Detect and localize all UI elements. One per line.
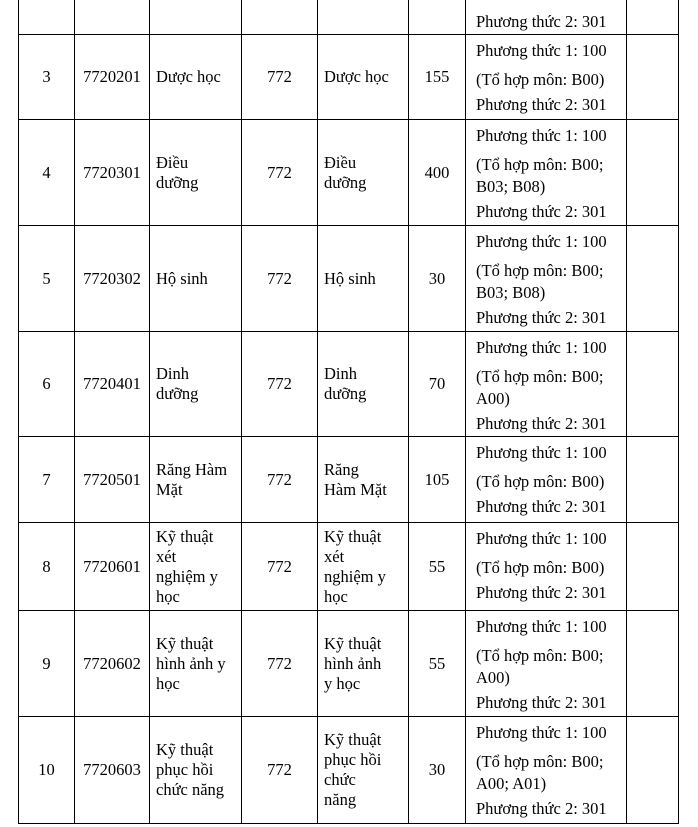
table-row xyxy=(19,120,679,226)
table-row-top xyxy=(19,0,679,35)
group-name-line: Kỹ thuật xyxy=(324,633,382,653)
subject-combo-text: A00; A01) xyxy=(476,774,547,793)
subject-combo-text: A00) xyxy=(476,389,510,408)
quota-cell: 400 xyxy=(409,120,466,226)
group-name-line: học xyxy=(324,586,348,606)
group-name-line: Hộ sinh xyxy=(324,268,376,288)
admission-method-cell xyxy=(466,332,627,437)
group-name-line: Điều xyxy=(324,152,357,172)
group-name-cell xyxy=(318,611,409,717)
group-name-cell xyxy=(318,35,409,120)
group-name-line: năng xyxy=(324,790,357,809)
quota-cell: 30 xyxy=(409,717,466,824)
quota-cell: 30 xyxy=(409,226,466,332)
major-name-line: Mặt xyxy=(156,479,183,499)
quota-cell: 55 xyxy=(409,523,466,611)
major-name-line: nghiệm y xyxy=(156,566,218,586)
quota-cell: 70 xyxy=(409,332,466,437)
group-name-line: hình ảnh xyxy=(324,653,382,673)
major-code-cell: 7720401 xyxy=(75,332,150,437)
subject-combo-text: (Tổ hợp môn: B00; xyxy=(476,752,604,771)
quota-cell: 105 xyxy=(409,437,466,523)
method1-text: Phương thức 1: 100 xyxy=(476,723,607,742)
major-name-cell xyxy=(150,611,242,717)
extra-cell xyxy=(627,120,679,226)
major-name-line: Kỹ thuật xyxy=(156,740,214,759)
method2-text: Phương thức 2: 301 xyxy=(476,12,607,31)
major-name-line: dưỡng xyxy=(156,384,199,403)
quota-cell: 55 xyxy=(409,611,466,717)
group-code-cell: 772 xyxy=(242,611,318,717)
table-row xyxy=(19,611,679,717)
subject-combo-text: (Tổ hợp môn: B00) xyxy=(476,472,605,491)
stt-cell: 7 xyxy=(19,437,75,523)
group-code-cell: 772 xyxy=(242,226,318,332)
stt-cell: 9 xyxy=(19,611,75,717)
major-name-line: học xyxy=(156,586,180,606)
major-code-cell: 7720201 xyxy=(75,35,150,120)
method2-text: Phương thức 2: 301 xyxy=(476,308,607,327)
subject-combo-text: (Tổ hợp môn: B00; xyxy=(476,261,604,280)
method2-text: Phương thức 2: 301 xyxy=(476,414,607,433)
major-code-cell: 7720601 xyxy=(75,523,150,611)
group-name-line: xét xyxy=(324,546,345,566)
group-name-line: Hàm Mặt xyxy=(324,479,387,499)
group-code-cell: 772 xyxy=(242,523,318,611)
group-name-cell xyxy=(318,437,409,523)
group-code-cell: 772 xyxy=(242,717,318,824)
method2-text: Phương thức 2: 301 xyxy=(476,497,607,516)
subject-combo-text: (Tổ hợp môn: B00; xyxy=(476,367,604,386)
table-row xyxy=(19,226,679,332)
group-name-line: Dinh xyxy=(324,364,357,383)
method1-text: Phương thức 1: 100 xyxy=(476,41,607,60)
table-row xyxy=(19,717,679,824)
group-code-cell: 772 xyxy=(242,120,318,226)
group-name-line: Kỹ thuật xyxy=(324,730,382,749)
group-name-cell xyxy=(318,120,409,226)
group-name-line: chức xyxy=(324,770,356,789)
method2-text: Phương thức 2: 301 xyxy=(476,95,607,114)
extra-cell xyxy=(627,35,679,120)
group-name-cell xyxy=(318,332,409,437)
admission-method-cell xyxy=(466,523,627,611)
major-name-line: Điều xyxy=(156,152,189,172)
method1-text: Phương thức 1: 100 xyxy=(476,529,607,548)
stt-cell: 6 xyxy=(19,332,75,437)
major-name-line: Hộ sinh xyxy=(156,268,208,288)
method2-text: Phương thức 2: 301 xyxy=(476,799,607,818)
major-name-line: Kỹ thuật xyxy=(156,526,214,546)
admission-method-cell xyxy=(466,717,627,824)
subject-combo-text: (Tổ hợp môn: B00) xyxy=(476,558,605,577)
admission-method-cell xyxy=(466,226,627,332)
group-name-line: Dược học xyxy=(324,67,389,86)
admission-table xyxy=(18,0,679,824)
major-code-cell: 7720501 xyxy=(75,437,150,523)
group-name-line: nghiệm y xyxy=(324,566,386,586)
major-code-cell: 7720301 xyxy=(75,120,150,226)
subject-combo-text: B03; B08) xyxy=(476,177,546,196)
major-name-line: học xyxy=(156,673,180,693)
admission-method-cell xyxy=(466,120,627,226)
group-name-cell xyxy=(318,226,409,332)
table-row xyxy=(19,437,679,523)
group-name-line: dưỡng xyxy=(324,384,367,403)
major-name-line: chức năng xyxy=(156,780,225,799)
major-name-line: phục hồi xyxy=(156,760,214,779)
major-name-line: xét xyxy=(156,546,177,566)
subject-combo-text: (Tổ hợp môn: B00; xyxy=(476,646,604,665)
group-code-cell: 772 xyxy=(242,35,318,120)
major-name-cell xyxy=(150,226,242,332)
subject-combo-text: (Tổ hợp môn: B00) xyxy=(476,70,605,89)
major-name-line: Kỹ thuật xyxy=(156,633,214,653)
subject-combo-text: B03; B08) xyxy=(476,283,546,302)
method2-text: Phương thức 2: 301 xyxy=(476,583,607,602)
method2-text: Phương thức 2: 301 xyxy=(476,202,607,221)
group-name-line: phục hồi xyxy=(324,750,382,769)
subject-combo-text: A00) xyxy=(476,668,510,687)
quota-cell: 155 xyxy=(409,35,466,120)
admission-method-cell xyxy=(466,611,627,717)
major-code-cell: 7720302 xyxy=(75,226,150,332)
major-name-line: Dược học xyxy=(156,67,221,86)
method1-text: Phương thức 1: 100 xyxy=(476,126,607,145)
stt-cell: 10 xyxy=(19,717,75,824)
major-name-line: dưỡng xyxy=(156,172,199,192)
group-name-line: Răng xyxy=(324,459,359,479)
method1-text: Phương thức 1: 100 xyxy=(476,338,607,357)
extra-cell xyxy=(627,611,679,717)
major-name-line: Răng Hàm xyxy=(156,459,228,479)
major-code-cell: 7720603 xyxy=(75,717,150,824)
extra-cell xyxy=(627,717,679,824)
stt-cell: 3 xyxy=(19,35,75,120)
admission-method-cell xyxy=(466,35,627,120)
table-row xyxy=(19,523,679,611)
method1-text: Phương thức 1: 100 xyxy=(476,443,607,462)
group-code-cell: 772 xyxy=(242,332,318,437)
method1-text: Phương thức 1: 100 xyxy=(476,232,607,251)
extra-cell xyxy=(627,226,679,332)
extra-cell xyxy=(627,437,679,523)
group-name-cell xyxy=(318,717,409,824)
major-name-cell xyxy=(150,523,242,611)
stt-cell: 5 xyxy=(19,226,75,332)
admission-method-cell xyxy=(466,437,627,523)
table-row xyxy=(19,332,679,437)
group-name-line: dưỡng xyxy=(324,172,367,192)
major-code-cell: 7720602 xyxy=(75,611,150,717)
major-name-cell xyxy=(150,120,242,226)
major-name-cell xyxy=(150,717,242,824)
group-name-line: Kỹ thuật xyxy=(324,526,382,546)
group-name-cell xyxy=(318,523,409,611)
subject-combo-text: (Tổ hợp môn: B00; xyxy=(476,155,604,174)
extra-cell xyxy=(627,523,679,611)
method1-text: Phương thức 1: 100 xyxy=(476,617,607,636)
major-name-line: hình ảnh y xyxy=(156,653,226,673)
major-name-cell xyxy=(150,437,242,523)
stt-cell: 4 xyxy=(19,120,75,226)
group-code-cell: 772 xyxy=(242,437,318,523)
group-name-line: y học xyxy=(324,673,361,693)
table-row xyxy=(19,35,679,120)
method2-text: Phương thức 2: 301 xyxy=(476,693,607,712)
major-name-line: Dinh xyxy=(156,364,189,383)
extra-cell xyxy=(627,332,679,437)
major-name-cell xyxy=(150,35,242,120)
major-name-cell xyxy=(150,332,242,437)
stt-cell: 8 xyxy=(19,523,75,611)
